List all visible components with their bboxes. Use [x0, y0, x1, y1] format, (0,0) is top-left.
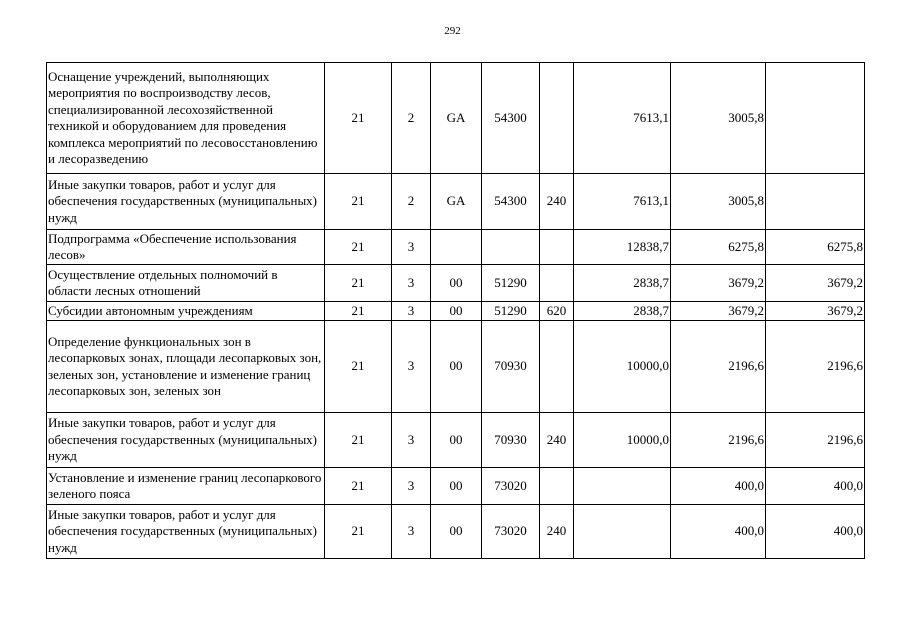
row-name: Осуществление отдельных полномочий в области лесных отношений — [47, 265, 325, 302]
amount-1 — [574, 505, 671, 559]
code-expense-type — [540, 230, 574, 265]
table-row — [47, 302, 865, 321]
code-expense-type: 240 — [540, 505, 574, 559]
row-name: Определение функциональных зон в лесопарковых зонах, площади лесопарковых зон, зеленых зон, установление и изменение границ лесопарковых зон, зеленых зон — [47, 321, 325, 413]
row-name: Субсидии автономным учреждениям — [47, 302, 325, 321]
row-name: Оснащение учреждений, выполняющих мероприятия по воспроизводству лесов, специализированной лесохозяйственной техникой и оборудованием для проведения комплекса мероприятий по лесовосстановлению и лесоразведению — [47, 63, 325, 174]
code-program — [431, 230, 482, 265]
code-chapter: 21 — [325, 302, 392, 321]
code-expense-type: 240 — [540, 174, 574, 230]
amount-3: 400,0 — [766, 505, 865, 559]
amount-1 — [574, 468, 671, 505]
amount-3: 3679,2 — [766, 302, 865, 321]
amount-3: 2196,6 — [766, 413, 865, 468]
code-section: 2 — [392, 174, 431, 230]
amount-2: 3005,8 — [671, 63, 766, 174]
row-name: Иные закупки товаров, работ и услуг для обеспечения государственных (муниципальных) нужд — [47, 505, 325, 559]
code-expense-type — [540, 468, 574, 505]
amount-3: 400,0 — [766, 468, 865, 505]
code-chapter: 21 — [325, 321, 392, 413]
page-number: 292 — [444, 25, 461, 37]
amount-2: 3679,2 — [671, 265, 766, 302]
code-program: 00 — [431, 321, 482, 413]
amount-2: 400,0 — [671, 505, 766, 559]
code-expense-type: 240 — [540, 413, 574, 468]
code-chapter: 21 — [325, 63, 392, 174]
code-direction: 54300 — [482, 63, 540, 174]
amount-3 — [766, 174, 865, 230]
code-chapter: 21 — [325, 230, 392, 265]
amount-1: 2838,7 — [574, 265, 671, 302]
budget-table — [46, 62, 865, 559]
code-direction: 70930 — [482, 413, 540, 468]
code-section: 3 — [392, 468, 431, 505]
amount-2: 2196,6 — [671, 413, 766, 468]
code-section: 2 — [392, 63, 431, 174]
amount-3: 2196,6 — [766, 321, 865, 413]
code-direction: 70930 — [482, 321, 540, 413]
table-row — [47, 468, 865, 505]
row-name: Иные закупки товаров, работ и услуг для обеспечения государственных (муниципальных) нужд — [47, 413, 325, 468]
amount-1: 7613,1 — [574, 63, 671, 174]
amount-2: 2196,6 — [671, 321, 766, 413]
table-row — [47, 321, 865, 413]
amount-2: 6275,8 — [671, 230, 766, 265]
amount-3: 3679,2 — [766, 265, 865, 302]
amount-2: 400,0 — [671, 468, 766, 505]
table-row — [47, 63, 865, 174]
row-name: Подпрограмма «Обеспечение использования лесов» — [47, 230, 325, 265]
amount-3 — [766, 63, 865, 174]
code-expense-type — [540, 265, 574, 302]
table-row — [47, 505, 865, 559]
amount-1: 2838,7 — [574, 302, 671, 321]
code-direction: 73020 — [482, 505, 540, 559]
table-row — [47, 174, 865, 230]
row-name: Иные закупки товаров, работ и услуг для обеспечения государственных (муниципальных) нужд — [47, 174, 325, 230]
code-program: 00 — [431, 302, 482, 321]
code-chapter: 21 — [325, 265, 392, 302]
amount-1: 10000,0 — [574, 321, 671, 413]
code-program: GA — [431, 174, 482, 230]
amount-2: 3679,2 — [671, 302, 766, 321]
row-name: Установление и изменение границ лесопаркового зеленого пояса — [47, 468, 325, 505]
code-section: 3 — [392, 505, 431, 559]
code-direction: 51290 — [482, 302, 540, 321]
code-section: 3 — [392, 413, 431, 468]
amount-2: 3005,8 — [671, 174, 766, 230]
code-direction: 73020 — [482, 468, 540, 505]
code-section: 3 — [392, 230, 431, 265]
code-section: 3 — [392, 302, 431, 321]
code-program: 00 — [431, 265, 482, 302]
code-chapter: 21 — [325, 413, 392, 468]
code-direction: 54300 — [482, 174, 540, 230]
code-direction: 51290 — [482, 265, 540, 302]
code-program: 00 — [431, 413, 482, 468]
code-expense-type — [540, 321, 574, 413]
code-program: GA — [431, 63, 482, 174]
code-chapter: 21 — [325, 505, 392, 559]
code-expense-type — [540, 63, 574, 174]
code-program: 00 — [431, 505, 482, 559]
amount-3: 6275,8 — [766, 230, 865, 265]
table-row — [47, 265, 865, 302]
code-section: 3 — [392, 321, 431, 413]
code-expense-type: 620 — [540, 302, 574, 321]
table-row — [47, 413, 865, 468]
amount-1: 7613,1 — [574, 174, 671, 230]
code-program: 00 — [431, 468, 482, 505]
code-direction — [482, 230, 540, 265]
table-row — [47, 230, 865, 265]
code-chapter: 21 — [325, 174, 392, 230]
amount-1: 10000,0 — [574, 413, 671, 468]
code-chapter: 21 — [325, 468, 392, 505]
amount-1: 12838,7 — [574, 230, 671, 265]
code-section: 3 — [392, 265, 431, 302]
